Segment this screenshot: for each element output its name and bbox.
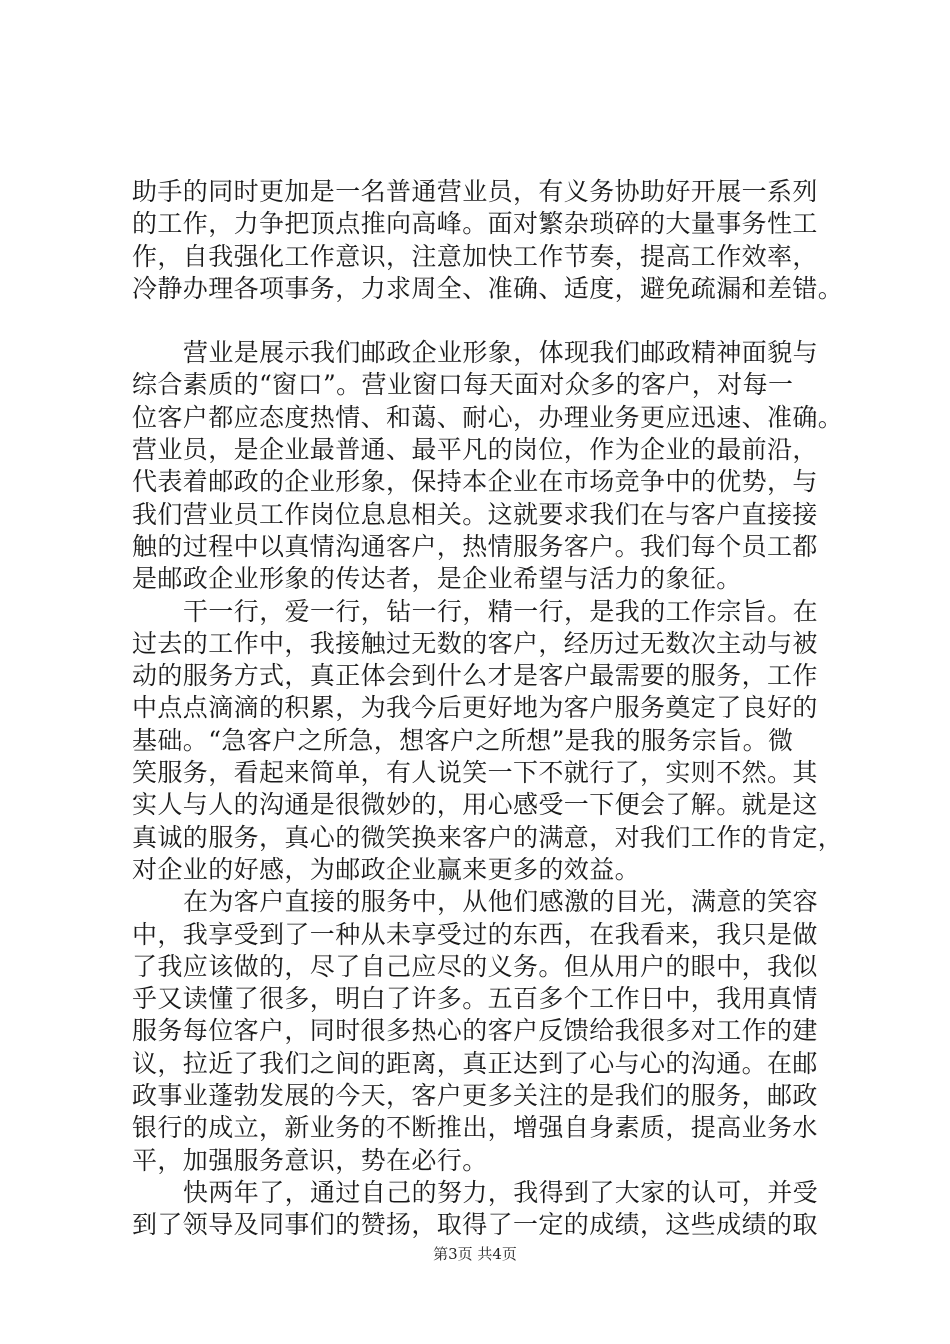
paragraph-first-line: 营业是展示我们邮政企业形象，体现我们邮政精神面貌与	[183, 338, 819, 368]
paragraph-first-line: 干一行，爱一行，钻一行，精一行，是我的工作宗旨。在	[183, 596, 819, 626]
text-line: 营业员，是企业最普通、最平凡的岗位，作为企业的最前沿，	[132, 435, 818, 465]
text-line: 真诚的服务，真心的微笑换来客户的满意，对我们工作的肯定，	[132, 822, 844, 852]
text-line: 动的服务方式，真正体会到什么才是客户最需要的服务，工作	[132, 661, 818, 691]
document-body	[132, 176, 844, 1242]
text-line: 政事业蓬勃发展的今天，客户更多关注的是我们的服务，邮政	[132, 1081, 818, 1111]
text-line: 我们营业员工作岗位息息相关。这就要求我们在与客户直接接	[132, 499, 818, 529]
text-line: 助手的同时更加是一名普通营业员，有义务协助好开展一系列	[132, 177, 818, 206]
text-line: 议，拉近了我们之间的距离，真正达到了心与心的沟通。在邮	[132, 1048, 818, 1078]
text-line: 代表着邮政的企业形象，保持本企业在市场竞争中的优势，与	[132, 467, 818, 497]
text-line: 乎又读懂了很多，明白了许多。五百多个工作日中，我用真情	[132, 984, 818, 1014]
paragraph-gap	[132, 305, 834, 337]
paragraph-first-line: 快两年了，通过自己的努力，我得到了大家的认可，并受	[183, 1177, 819, 1207]
text-line: 是邮政企业形象的传达者，是企业希望与活力的象征。	[132, 564, 742, 594]
text-line: 到了领导及同事们的赞扬，取得了一定的成绩，这些成绩的取	[132, 1210, 818, 1240]
text-line: 触的过程中以真情沟通客户，热情服务客户。我们每个员工都	[132, 531, 818, 561]
text-line: 中点点滴滴的积累，为我今后更好地为客户服务奠定了良好的	[132, 693, 818, 723]
text-line: 平，加强服务意识，势在必行。	[132, 1145, 488, 1175]
text-line: 笑服务，看起来简单，有人说笑一下不就行了，实则不然。其	[132, 758, 818, 788]
text-line: 对企业的好感，为邮政企业赢来更多的效益。	[132, 854, 641, 884]
paragraph-first-line: 在为客户直接的服务中，从他们感激的目光，满意的笑容	[183, 887, 819, 917]
text-line: 冷静办理各项事务，力求周全、准确、适度，避免疏漏和差错。	[132, 273, 844, 303]
text-line: 银行的成立，新业务的不断推出，增强自身素质，提高业务水	[132, 1113, 818, 1143]
text-line: 综合素质的“窗口”。营业窗口每天面对众多的客户，对每一	[132, 370, 794, 400]
text-line: 基础。“急客户之所急，想客户之所想”是我的服务宗旨。微	[132, 725, 794, 755]
text-line: 过去的工作中，我接触过无数的客户，经历过无数次主动与被	[132, 628, 818, 658]
text-line: 作，自我强化工作意识，注意加快工作节奏，提高工作效率，	[132, 241, 818, 271]
page-number: 第3页 共4页	[433, 1245, 517, 1263]
text-line: 服务每位客户，同时很多热心的客户反馈给我很多对工作的建	[132, 1016, 818, 1046]
text-line: 了我应该做的，尽了自己应尽的义务。但从用户的眼中，我似	[132, 951, 818, 981]
text-line: 位客户都应态度热情、和蔼、耐心，办理业务更应迅速、准确。	[132, 402, 844, 432]
text-line: 中，我享受到了一种从未享受过的东西，在我看来，我只是做	[132, 919, 818, 949]
text-line: 的工作，力争把顶点推向高峰。面对繁杂琐碎的大量事务性工	[132, 209, 818, 239]
text-line: 实人与人的沟通是很微妙的，用心感受一下便会了解。就是这	[132, 790, 818, 820]
